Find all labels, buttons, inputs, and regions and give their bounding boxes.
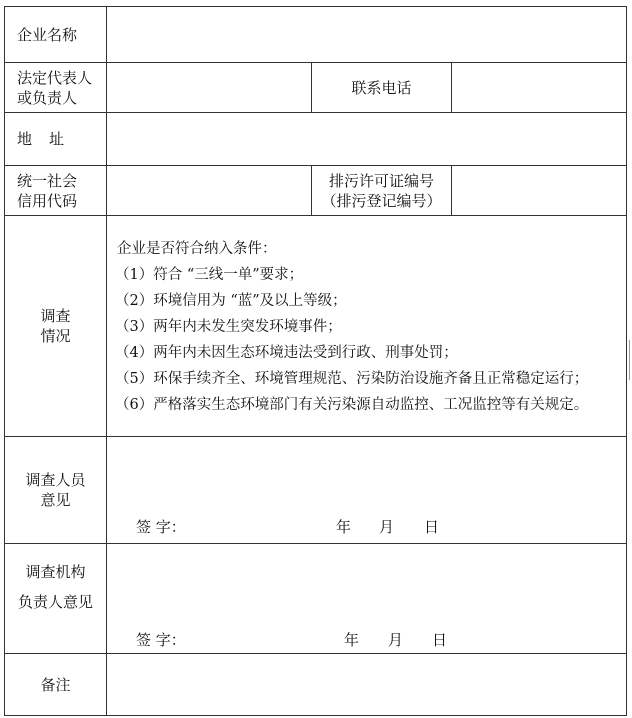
condition-item: （3）两年内未发生突发环境事件； [115,319,342,335]
condition-item: （4）两年内未因生态环境违法受到行政、刑事处罚； [115,345,458,361]
conditions-intro: 企业是否符合纳入条件： [117,241,277,257]
credit-code-label [5,166,107,216]
permit-label-line1: 排污许可证编号 [328,171,434,190]
row-agency-opinion [5,544,627,654]
phone-label: 联系电话 [312,63,452,113]
survey-label [5,216,107,437]
credit-code-field[interactable] [107,166,312,216]
remarks-label: 备注 [5,654,107,716]
enterprise-survey-form [4,6,627,716]
company-name-field[interactable] [107,7,627,63]
agency-year-label: 年 [344,631,360,649]
permit-label-line2: （排污登记编号） [321,191,442,210]
condition-item: （2）环境信用为 “蓝”及以上等级； [115,293,347,309]
investigator-label [5,437,107,544]
investigator-sign-label: 签 字： [136,518,186,536]
credit-code-label-line1: 统一社会 [17,171,78,190]
investigator-label-line2: 意见 [40,491,71,509]
row-legal-rep [5,63,627,113]
row-remarks [5,654,627,716]
legal-rep-label-line1: 法定代表人 [17,68,93,87]
address-label [5,113,107,166]
survey-label-line2: 情况 [40,327,71,345]
agency-opinion-field[interactable] [107,544,627,654]
condition-item: （6）严格落实生态环境部门有关污染源自动监控、工况监控等有关规定。 [115,397,589,413]
row-company-name [5,7,627,63]
credit-code-label-line2: 信用代码 [17,191,78,210]
permit-field[interactable] [452,166,627,216]
survey-conditions [107,216,627,437]
investigator-day-label: 日 [424,518,440,536]
agency-sign-label: 签 字： [136,631,186,649]
condition-item: （5）环保手续齐全、环境管理规范、污染防治设施齐备且正常稳定运行； [115,371,589,387]
address-field[interactable] [107,113,627,166]
agency-label-line1: 调查机构 [25,562,86,581]
remarks-field[interactable] [107,654,627,716]
row-credit-code [5,166,627,216]
address-label-char1: 地 [17,130,33,148]
legal-rep-field[interactable] [107,63,312,113]
investigator-year-label: 年 [336,518,352,536]
address-label-char2: 址 [49,130,65,148]
agency-month-label: 月 [388,631,404,649]
agency-label-line2: 负责人意见 [17,592,93,611]
legal-rep-label-line2: 或负责人 [17,88,78,107]
permit-label [312,166,452,216]
investigator-label-line1: 调查人员 [25,471,86,489]
investigator-opinion-field[interactable] [107,437,627,544]
agency-day-label: 日 [432,631,448,649]
row-investigator-opinion [5,437,627,544]
phone-field[interactable] [452,63,627,113]
agency-label [5,544,107,654]
company-name-label: 企业名称 [5,7,107,63]
legal-rep-label [5,63,107,113]
condition-item: （1）符合 “三线一单”要求； [115,267,304,283]
survey-label-line1: 调查 [40,307,71,325]
investigator-month-label: 月 [379,518,395,536]
row-survey [5,216,627,437]
row-address [5,113,627,166]
